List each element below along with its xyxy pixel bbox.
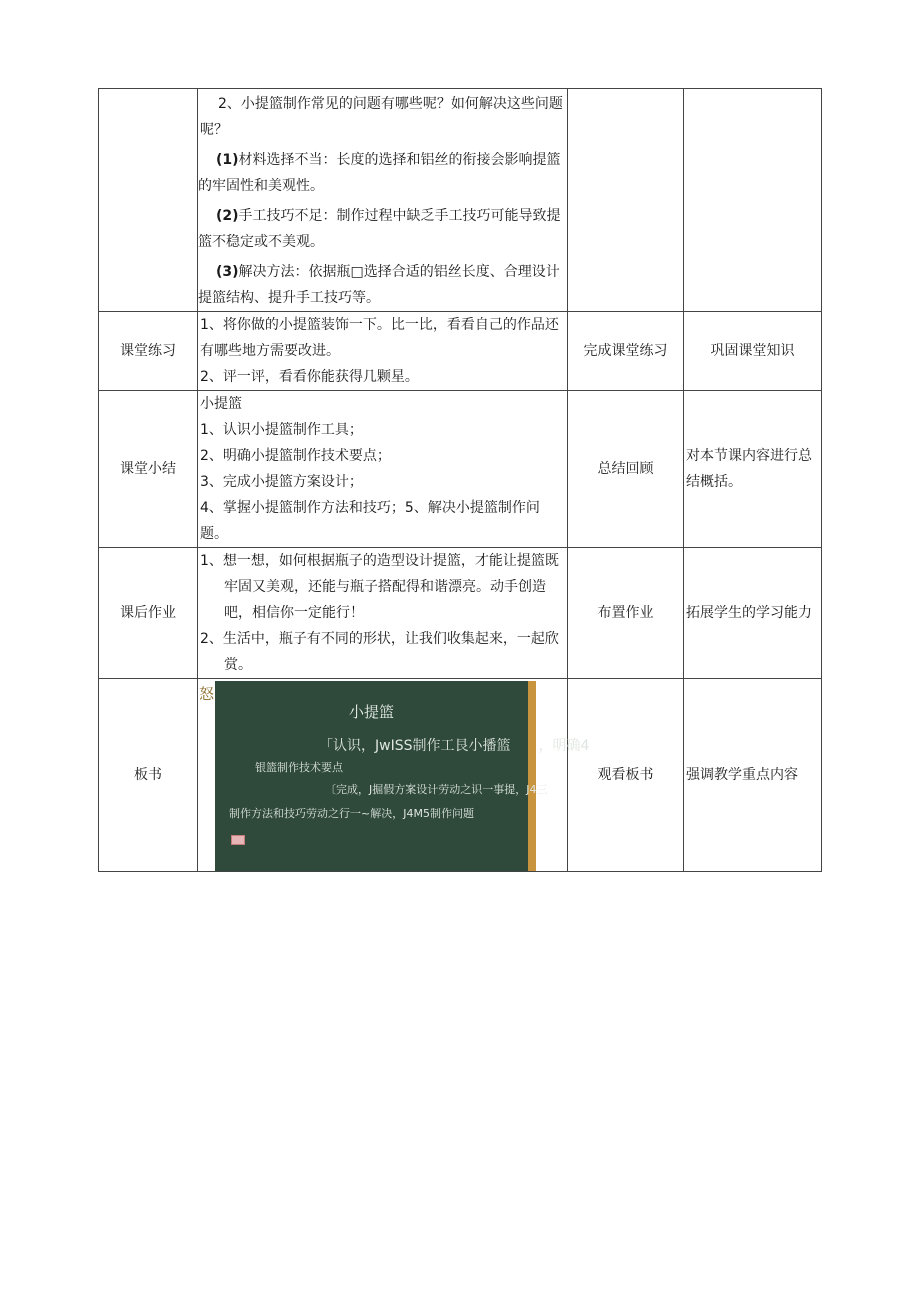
design-purpose: 巩固课堂知识 [684,312,822,391]
stage-label: 课后作业 [99,548,198,679]
student-cell-empty [568,89,684,312]
student-activity: 完成课堂练习 [568,312,684,391]
summary-row [99,391,822,548]
homework-line: 1、想一想，如何根据瓶子的造型设计提篮，才能让提篮既牢固又美观，还能与瓶子搭配得和谐漂亮。动手创造吧，相信你一定能行！ [200,553,559,621]
board-line: 〔完成，J掘假方案设计劳动之识一事提，J4三 [325,783,548,796]
problems-heading: 2、小提篮制作常见的问题有哪些呢？如何解决这些问题呢？ [200,96,563,138]
magnet-icon [231,835,245,845]
homework-content [198,548,568,679]
board-line: 银篮制作技术要点 [255,761,343,774]
stage-label: 课堂练习 [99,312,198,391]
board-line: 制作方法和技巧劳动之行一~解决，J4M5制作问题 [229,807,474,820]
board-row [99,679,822,872]
purpose-cell-empty [684,89,822,312]
stage-label: 板书 [99,679,198,872]
summary-line: 3、完成小提篮方案设计； [200,474,363,490]
stage-cell-empty [99,89,198,312]
design-purpose: 对本节课内容进行总结概括。 [684,391,822,548]
design-purpose: 强调教学重点内容 [684,679,822,872]
practice-line: 1、将你做的小提篮装饰一下。比一比，看看自己的作品还有哪些地方需要改进。 [200,317,559,359]
board-line: 「认识，JwISS制作工艮小播篮 ，明确4 [319,738,590,754]
problem-item: (2)手工技巧不足：制作过程中缺乏手工技巧可能导致提篮不稳定或不美观。 [198,208,561,250]
design-purpose: 拓展学生的学习能力 [684,548,822,679]
problems-content [198,89,568,312]
stage-label: 课堂小结 [99,391,198,548]
student-activity: 观看板书 [568,679,684,872]
summary-line: 4、掌握小提篮制作方法和技巧；5、解决小提篮制作问题。 [200,500,540,542]
practice-content [198,312,568,391]
problem-item: (3)解决方法：依据瓶□选择合适的铝丝长度、合理设计提篮结构、提升手工技巧等。 [198,264,560,306]
blackboard-image [215,681,590,871]
summary-line: 2、明确小提篮制作技术要点； [200,448,391,464]
student-activity: 布置作业 [568,548,684,679]
practice-row [99,312,822,391]
homework-row [99,548,822,679]
practice-line: 2、评一评，看看你能获得几颗星。 [200,369,419,385]
lesson-plan-table [98,88,822,872]
summary-line: 1、认识小提篮制作工具； [200,422,363,438]
problems-row [99,89,822,312]
homework-line: 2、生活中，瓶子有不同的形状，让我们收集起来，一起欣赏。 [200,631,559,673]
board-title: 小提篮 [348,703,394,721]
board-mark: 怒 [199,685,215,703]
summary-content [198,391,568,548]
board-cell [198,679,590,872]
student-activity: 总结回顾 [568,391,684,548]
problem-item: (1)材料选择不当：长度的选择和铝丝的衔接会影响提篮的牢固性和美观性。 [198,152,561,194]
summary-line: 小提篮 [200,396,242,412]
